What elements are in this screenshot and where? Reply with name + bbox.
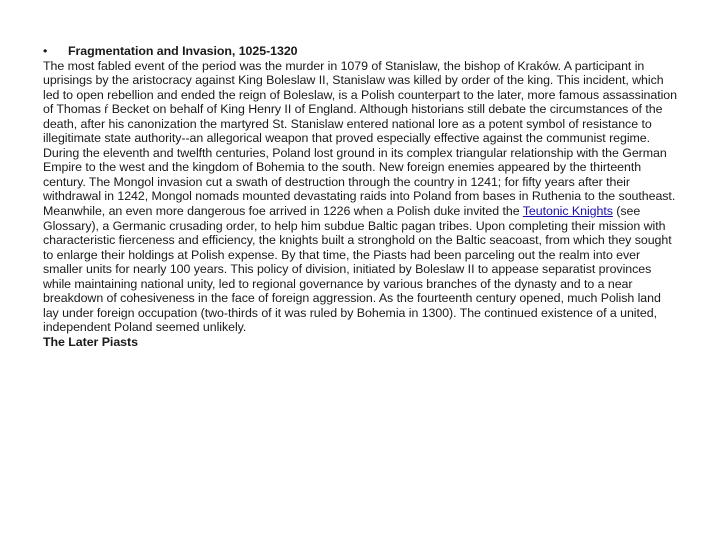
paragraph-fragmentation-part1: During the eleventh and twelfth centuries, Poland lost ground in its complex triangular relationship with the German Empire to the west and the kingdom of Bohemia to the south. New foreign enemies appeared by the thirteenth century. The Mongol invasion cut a swath of destruction through the country in 1241; for fifty years after their withdrawal in 1242, Mongol nomads mounted devastating raids into Poland from bases in Ruthenia to the southeast. Meanwhile, an even more dangerous foe arrived in 1226 when a Polish duke invited the [43,145,676,219]
text-body [43,44,679,349]
teutonic-knights-link[interactable]: Teutonic Knights [522,204,613,219]
bullet-icon: • [43,44,48,58]
paragraph-fragmentation-part2: (see Glossary), a Germanic crusading order, to help him subdue Baltic pagan tribes. Upon completing their mission with characteristic fierceness and efficiency, the knights built a stronghold on the Baltic seacoast, from which they sought to enlarge their holdings at Polish expense. By that time, the Piasts had been parceling out the realm into ever smaller units for nearly 100 years. This policy of division, initiated by Boleslaw II to appease separatist provinces while maintaining national unity, led to regional governance by various branches of the dynasty and to a near breakdown of cohesiveness in the face of foreign aggression. As the fourteenth century opened, much Polish land lay under foreign occupation (two-thirds of it was ruled by Bohemia in 1300). The continued existence of a united, independent Poland seemed unlikely. [43,204,672,335]
section-heading-text: Fragmentation and Invasion, 1025-1320 [68,44,298,58]
later-piasts-heading: The Later Piasts [43,334,138,349]
paragraph-stanislaw: The most fabled event of the period was the murder in 1079 of Stanislaw, the bishop of Kraków. A participant in uprisings by the aristocracy against King Boleslaw II, Stanislaw was killed by order of the king. This incident, which led to open rebellion and ended the reign of Boleslaw, is a Polish counterpart to the later, more famous assassination of Thomas ŕ Becket on behalf of King Henry II of England. Although historians still debate the circumstances of the death, after his canonization the martyred St. Stanislaw entered national lore as a potent symbol of resistance to illegitimate state authority--an allegorical weapon that proved especially effective against the communist regime. [43,58,677,146]
paragraph-fragmentation [43,146,679,335]
section-heading [43,44,679,59]
